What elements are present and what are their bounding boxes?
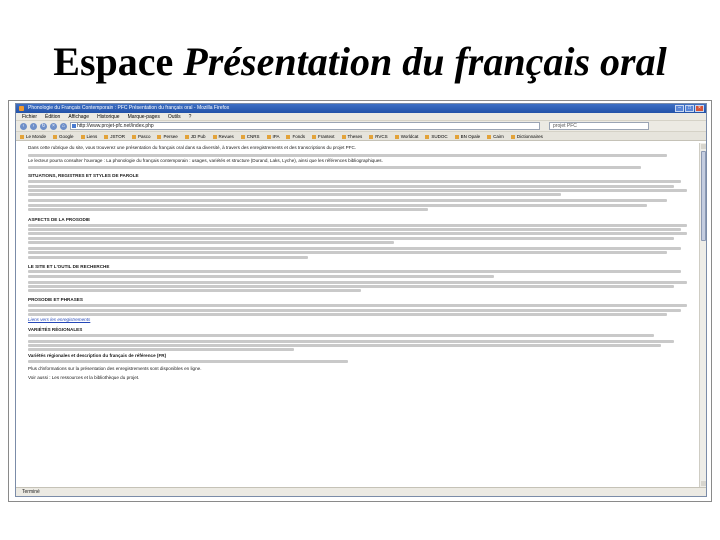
recordings-link[interactable]: Liens vers les enregistrements: [28, 317, 91, 323]
window-titlebar: [16, 104, 706, 113]
text-line: [28, 208, 428, 211]
section-heading-varietes: VARIÉTÉS RÉGIONALES: [28, 326, 83, 332]
scrollbar-thumb[interactable]: [701, 151, 706, 241]
text-line: [28, 344, 661, 347]
bookmark-item[interactable]: Google: [53, 132, 74, 140]
menu-bar: [16, 113, 706, 121]
text-line: [28, 340, 674, 343]
text-line: [28, 241, 394, 244]
text-line: [28, 166, 641, 169]
text-line: [28, 247, 681, 250]
text-line: [28, 185, 674, 188]
status-bar: [16, 487, 706, 496]
status-text: Terminé: [22, 489, 40, 495]
bookmark-item[interactable]: Frantext: [312, 132, 335, 140]
bookmark-item[interactable]: JD Pub: [185, 132, 206, 140]
menu-item-marque-pages[interactable]: Marque-pages: [127, 114, 160, 120]
minimize-button[interactable]: –: [675, 105, 684, 112]
bookmark-item[interactable]: Worldcat: [395, 132, 419, 140]
page-icon: [72, 124, 76, 128]
text-line: [28, 348, 294, 351]
text-line: [28, 275, 494, 278]
vertical-scrollbar[interactable]: [699, 143, 706, 487]
text-line: [28, 256, 308, 259]
scroll-down-icon[interactable]: [701, 481, 706, 486]
text-line: [28, 237, 674, 240]
url-input[interactable]: [70, 122, 540, 130]
search-input[interactable]: projet PFC: [549, 122, 649, 130]
closing-paragraph: Plus d'informations sur la présentation des enregistrements sont disponibles en ligne.: [28, 366, 202, 372]
text-line: [28, 285, 674, 288]
text-line: [28, 180, 681, 183]
bookmark-item[interactable]: Fonds: [286, 132, 305, 140]
navigation-toolbar: [16, 121, 706, 132]
menu-item-edition[interactable]: Édition: [45, 114, 61, 120]
slide-title: [0, 38, 720, 85]
forward-arrow-icon[interactable]: ›: [30, 123, 37, 130]
screenshot-frame: [8, 100, 712, 502]
text-line: [28, 309, 681, 312]
window-title: Phonologie du Français Contemporain : PFC Présentation du français oral - Mozilla Firefox: [28, 105, 230, 111]
scroll-up-icon[interactable]: [701, 144, 706, 149]
text-line: [28, 232, 687, 235]
text-line: [28, 289, 361, 292]
text-line: [28, 204, 647, 207]
text-line: [28, 189, 687, 192]
browser-window: [15, 103, 707, 497]
text-line: [28, 270, 681, 273]
bookmark-item[interactable]: SUDOC: [425, 132, 447, 140]
text-line: [28, 334, 654, 337]
bookmark-item[interactable]: IPA: [267, 132, 280, 140]
maximize-button[interactable]: □: [685, 105, 694, 112]
text-line: [28, 251, 667, 254]
bookmarks-toolbar: [16, 132, 706, 141]
section-heading-prosodie: ASPECTS DE LA PROSODIE: [28, 216, 91, 222]
section-heading-phrases: PROSODIE ET PHRASES: [28, 297, 83, 303]
url-text: http://www.projet-pfc.net/index.php: [77, 123, 154, 129]
bookmark-item[interactable]: RVCS: [369, 132, 387, 140]
bookmark-item[interactable]: Persee: [157, 132, 177, 140]
slide-title-italic: Présentation du français oral: [183, 39, 667, 84]
bookmark-item[interactable]: Revues: [213, 132, 234, 140]
menu-item-affichage[interactable]: Affichage: [68, 114, 90, 120]
text-line: [28, 304, 687, 307]
stop-icon[interactable]: ×: [50, 123, 57, 130]
reload-icon[interactable]: ↻: [41, 122, 46, 129]
intro-paragraph-2: Le lecteur pourra consulter l'ouvrage : La phonologie du français contemporain : usages, variétés et structure (Durand, Laks, Lyche), ainsi que les références bibliographiques.: [28, 157, 383, 163]
intro-paragraph: Dans cette rubrique du site, vous trouverez une présentation du français oral dans sa diversité, à travers des enregistrements et des transcriptions du projet PFC.: [28, 145, 357, 150]
closing-paragraph-2: Voir aussi : Les ressources et la bibliothèque du projet.: [28, 374, 140, 380]
menu-item-outils[interactable]: Outils: [167, 114, 181, 120]
window-controls: [675, 105, 704, 112]
bookmark-item[interactable]: BN Opale: [455, 132, 481, 140]
text-line: [28, 313, 667, 316]
slide-title-regular: Espace: [53, 39, 174, 84]
section-heading-site: LE SITE ET L'OUTIL DE RECHERCHE: [28, 263, 110, 269]
section-heading-fr: Variétés régionales et description du français de référence (FR): [28, 353, 167, 359]
close-button[interactable]: ×: [695, 105, 704, 112]
bookmark-item[interactable]: JSTOR: [104, 132, 125, 140]
section-heading-situations: SITUATIONS, REGISTRES ET STYLES DE PAROLE: [28, 173, 139, 179]
bookmark-item[interactable]: CNRS: [241, 132, 260, 140]
menu-item-fichier[interactable]: Fichier: [22, 114, 38, 120]
text-line: [28, 224, 687, 227]
bookmark-item[interactable]: Pasco: [132, 132, 151, 140]
text-line: [28, 360, 348, 363]
bookmark-item[interactable]: Dictionnaires: [511, 132, 543, 140]
menu-item-historique[interactable]: Historique: [97, 114, 120, 120]
menu-item-help[interactable]: ?: [188, 114, 192, 120]
bookmark-item[interactable]: Theses: [342, 132, 363, 140]
back-arrow-icon[interactable]: ‹: [20, 123, 27, 130]
bookmark-item[interactable]: Cairn: [487, 132, 504, 140]
text-line: [28, 281, 687, 284]
firefox-icon: [19, 106, 24, 111]
text-line: [28, 199, 667, 202]
bookmark-item[interactable]: Liens: [81, 132, 98, 140]
text-line: [28, 228, 681, 231]
text-line: [28, 154, 667, 157]
page-content: [16, 143, 699, 487]
text-line: [28, 193, 561, 196]
bookmark-item[interactable]: Le Monde: [20, 132, 46, 140]
home-icon[interactable]: ⌂: [61, 122, 66, 129]
